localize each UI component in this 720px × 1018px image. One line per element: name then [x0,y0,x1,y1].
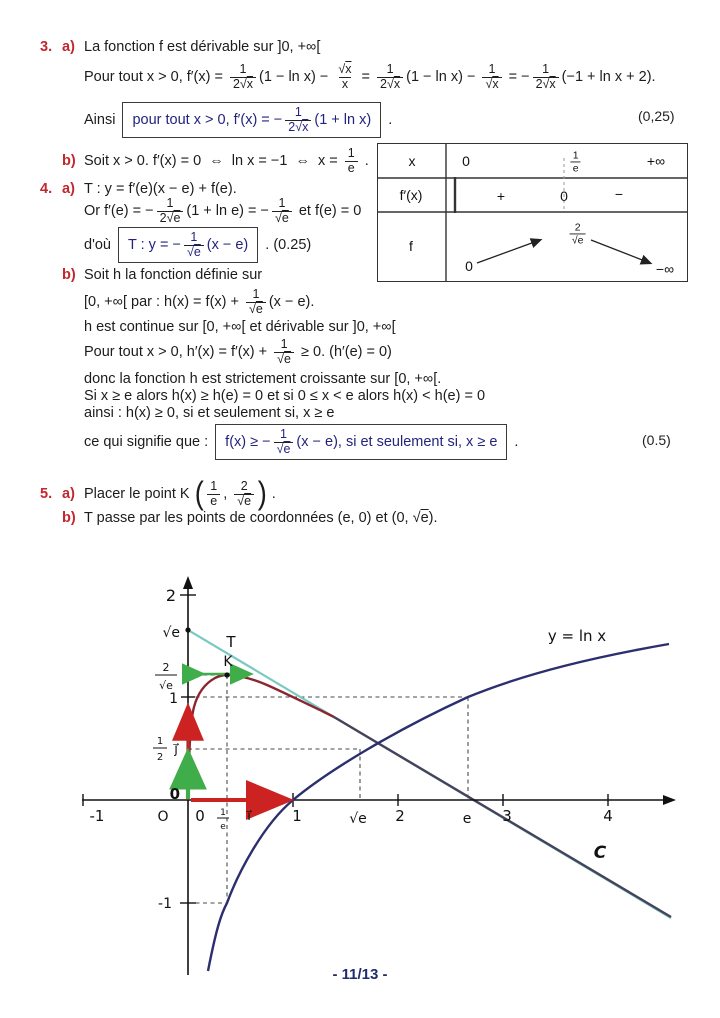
table-sign-zero: 0 [560,188,568,204]
sqrt-radicand: e [173,210,181,225]
text-run: ≥ 0. (h′(e) = 0) [297,344,392,360]
fraction [285,106,311,135]
item-letter: a) [62,39,75,55]
graph-label: K [223,654,233,670]
fraction [234,480,254,509]
text-run: (x − e). [268,294,315,310]
table-sign-plus: + [496,188,506,204]
frac-den: √e [571,234,584,247]
text-run: f(x) ≥ − [225,434,271,450]
graph-label: 2 [165,586,176,605]
points-mark: (0.5) [642,432,671,448]
frac-den: x [339,77,351,92]
graph-label: 2 [162,661,170,674]
graph-label: j⃗ [174,742,178,757]
text-run: (1 + ln x) [314,112,372,128]
graph-label: e [462,811,472,827]
table-x-critical [547,129,580,190]
fraction [345,147,358,176]
frac-num: 1 [280,426,287,441]
frac-den: 2√x [533,77,559,92]
text-run: (1 + ln e) = − [186,203,270,219]
text-line [62,144,369,178]
table-x-right: +∞ [646,153,666,169]
text-run: h est continue sur [0, +∞[ et dérivable sur ]0, +∞[ [84,319,396,335]
item-letter: b) [62,267,76,283]
ln-curve [208,644,669,971]
text-run: (−1 + ln x + 2). [561,69,656,85]
fraction [246,288,266,317]
text-run: Soit h la fonction définie sur [84,267,263,283]
graph-label: 3 [502,807,512,825]
text-run: ce qui signifie que : [84,434,213,450]
sqrt-radicand: e [255,301,263,316]
graph-label: √e [162,625,180,641]
point-sqrt-e-dot [185,627,190,632]
text-run: (x − e) [206,237,249,253]
text-run: La fonction f est dérivable sur ]0, +∞[ [84,39,321,55]
frac-num: 1 [280,336,288,351]
text-run: . [384,112,393,128]
text-line [84,420,518,464]
text-run: . [510,434,519,450]
variation-table-grid [378,144,687,281]
text-run: Soit x > 0. f′(x) = 0 ⇔ ln x = −1 ⇔ x = [84,153,342,169]
item-number: 5. [40,486,53,502]
frac-num: 1 [488,61,496,76]
graph-label: 0 [195,807,205,825]
item-letter: b) [62,510,76,526]
frac-den: 2√e [157,211,184,226]
text-run: d'où [84,237,115,253]
graph-label: 0 [169,785,180,803]
point-K-dot [224,672,229,677]
frac-den: e [572,162,579,175]
table-fprime-label: f′(x) [399,187,423,203]
frac-num: √x [338,61,352,76]
points-mark: (0,25) [638,108,675,124]
graph-label: 2 [395,807,405,825]
dashed-guides [188,675,468,903]
fraction [335,63,354,92]
fraction [274,338,294,367]
graph-label: -1 [158,896,172,912]
y-axis-arrow [183,576,193,589]
text-run: = − [504,69,530,85]
variation-table [377,143,688,282]
fraction [207,480,220,509]
frac-num: 1 [278,195,286,210]
text-run: . [267,486,276,502]
text-line [84,55,656,99]
frac-num: 2 [574,221,581,234]
text-run: . [360,153,369,169]
fraction [184,231,204,260]
text-run: (x − e), si et seulement si, x ≥ e [296,434,498,450]
text-run: T passe par les points de coordonnées (e, 0) et (0, √e). [84,510,438,526]
sqrt-radicand: x [549,76,556,91]
text-run: (1 − ln x) − [259,69,333,85]
sqrt-radicand: x [302,119,309,134]
frac-den: 2√x [230,77,256,92]
text-run: pour tout x > 0, f′(x) = − [132,112,283,128]
frac-den: √e [184,245,204,260]
boxed-formula [122,102,381,139]
text-run: (1 − ln x) − [406,69,480,85]
graph-label: i⃗ [247,809,251,824]
graph-label: C [593,843,607,863]
table-f-limit: −∞ [655,261,675,277]
text-run: T : y = − [128,237,181,253]
sqrt-radicand: e [420,510,429,526]
frac-den: √e [246,302,266,317]
sqrt-radicand: e [281,210,289,225]
boxed-formula [118,227,258,264]
f-curve [188,675,334,800]
frac-den: 2√x [285,120,311,135]
text-run: = [357,69,375,85]
text-line [40,38,320,56]
text-line [84,370,441,388]
graph-label: 1 [169,691,178,707]
frac-den: √e [274,352,294,367]
text-run: et f(e) = 0 [294,203,362,219]
sqrt-radicand: e [193,244,201,259]
text-line [84,224,311,266]
table-sign-minus: − [614,186,624,202]
big-paren: ) [257,475,267,512]
sqrt-radicand: e [283,441,291,456]
graph-label: e [220,822,226,832]
table-var-label: x [408,153,416,169]
graph-labels [90,586,613,912]
frac-den: √e [272,211,292,226]
text-line [62,266,262,284]
boxed-formula [215,424,507,461]
frac-den: 2√x [377,77,403,92]
frac-num: 1 [190,229,198,244]
sqrt-radicand: x [393,76,401,91]
text-run: [0, +∞[ par : h(x) = f(x) + [84,294,244,310]
table-f-label: f [409,238,413,254]
fraction [230,63,256,92]
frac-num: 1 [252,286,260,301]
text-line [84,387,485,405]
frac-den: √x [482,77,501,92]
text-run: Placer le point K [84,486,194,502]
sqrt-radicand: x [345,61,352,76]
text-run: , [223,486,232,502]
frac-num: 1 [210,478,218,493]
item-letter: b) [62,153,76,169]
frac-num: 2 [240,478,248,493]
item-letter: a) [62,486,75,502]
text-line [84,98,392,142]
graph-label: T [226,633,236,651]
graph-label: -1 [89,807,105,825]
function-graph [0,558,720,988]
fraction [482,63,501,92]
table-f-min: 0 [465,258,473,274]
graph-label: 4 [603,807,613,825]
graph-label: 1 [156,736,164,747]
item-letter: a) [62,181,75,197]
graph-label: y = ln x [547,627,607,645]
fraction [533,63,559,92]
graph-label: √e [159,679,173,692]
frac-num: 1 [239,61,247,76]
frac-den: e [207,494,220,509]
fraction [272,197,292,226]
graph-label: O [157,809,169,825]
text-line [62,508,438,528]
graph-label: 1 [292,807,302,825]
text-run: ainsi : h(x) ≥ 0, si et seulement si, x ≥ e [84,405,335,421]
frac-num: 1 [294,104,302,119]
item-number: 3. [40,39,53,55]
sqrt-radicand: e [244,493,252,508]
text-run: Si x ≥ e alors h(x) ≥ h(e) = 0 et si 0 ≤ x < e alors h(x) < h(e) = 0 [84,388,486,404]
table-x-left: 0 [462,153,470,169]
big-paren: ( [194,475,204,512]
text-run: . (0.25) [261,237,312,253]
frac-num: 1 [542,61,550,76]
text-line [84,283,314,321]
sqrt-radicand: e [284,351,291,366]
sqrt-radicand: x [246,76,254,91]
table-f-max [547,201,586,262]
variation-arrow-down [591,240,650,263]
text-run: T : y = f′(e)(x − e) + f(e). [84,181,237,197]
x-axis-arrow [663,795,676,805]
frac-den: √e [234,494,254,509]
graph-label: √e [349,811,367,827]
text-run: Pour tout x > 0, f′(x) = [84,69,227,85]
fraction [377,63,403,92]
sqrt-radicand: x [492,76,499,91]
frac-den: √e [274,442,294,457]
frac-num: 1 [572,149,579,162]
page-number: - 11/13 - [332,966,388,983]
text-run: Ainsi [84,112,120,128]
frac-num: 1 [166,195,174,210]
graph-label: 1 [220,808,226,818]
text-run: Or f′(e) = − [84,203,154,219]
fraction [274,428,294,457]
frac-den: e [345,161,358,176]
frac-num: 1 [386,61,394,76]
text-run: donc la fonction h est strictement croissante sur [0, +∞[. [84,371,442,387]
fraction [157,197,184,226]
variation-arrow-up [477,240,540,263]
item-number: 4. [40,181,53,197]
text-run: Pour tout x > 0, h′(x) = f′(x) + [84,344,272,360]
frac-num: 1 [347,145,355,160]
graph-label: 2 [156,752,164,763]
text-line [84,333,392,371]
